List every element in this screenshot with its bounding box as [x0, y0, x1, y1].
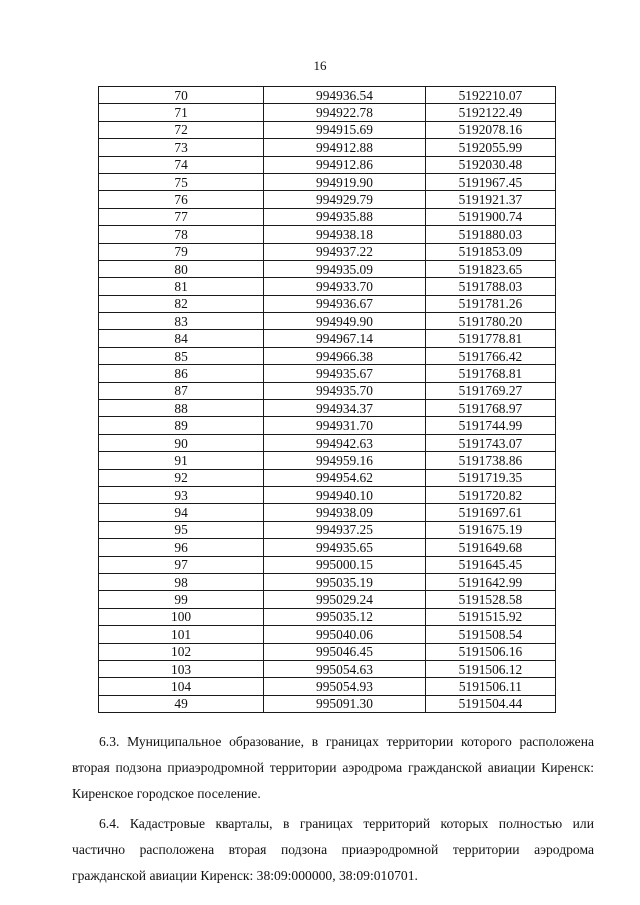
y-coordinate-cell: 5191645.45	[425, 556, 555, 573]
page-number: 16	[313, 58, 327, 73]
table-row	[99, 591, 556, 608]
point-number-cell: 95	[99, 521, 264, 538]
x-coordinate-cell: 994935.65	[264, 539, 426, 556]
table-row	[99, 260, 556, 277]
point-number-cell: 103	[99, 660, 264, 677]
y-coordinate-cell: 5191769.27	[425, 382, 555, 399]
y-coordinate-cell: 5192210.07	[425, 87, 555, 104]
y-coordinate-cell: 5191515.92	[425, 608, 555, 625]
y-coordinate-cell: 5191504.44	[425, 695, 555, 712]
body-text	[72, 729, 594, 893]
table-row	[99, 573, 556, 590]
x-coordinate-cell: 994935.70	[264, 382, 426, 399]
y-coordinate-cell: 5191720.82	[425, 486, 555, 503]
x-coordinate-cell: 994940.10	[264, 486, 426, 503]
y-coordinate-cell: 5191781.26	[425, 295, 555, 312]
table-row	[99, 104, 556, 121]
table-row	[99, 347, 556, 364]
y-coordinate-cell: 5191900.74	[425, 208, 555, 225]
y-coordinate-cell: 5191697.61	[425, 504, 555, 521]
table-row	[99, 330, 556, 347]
x-coordinate-cell: 994937.25	[264, 521, 426, 538]
y-coordinate-cell: 5191768.81	[425, 365, 555, 382]
point-number-cell: 86	[99, 365, 264, 382]
table-row	[99, 365, 556, 382]
point-number-cell: 80	[99, 260, 264, 277]
point-number-cell: 100	[99, 608, 264, 625]
x-coordinate-cell: 994936.67	[264, 295, 426, 312]
table-row	[99, 295, 556, 312]
table-row	[99, 608, 556, 625]
x-coordinate-cell: 994912.86	[264, 156, 426, 173]
table-row	[99, 208, 556, 225]
table-row	[99, 313, 556, 330]
table-row	[99, 156, 556, 173]
x-coordinate-cell: 994959.16	[264, 452, 426, 469]
x-coordinate-cell: 994935.88	[264, 208, 426, 225]
point-number-cell: 75	[99, 173, 264, 190]
y-coordinate-cell: 5191778.81	[425, 330, 555, 347]
point-number-cell: 70	[99, 87, 264, 104]
point-number-cell: 104	[99, 678, 264, 695]
x-coordinate-cell: 994931.70	[264, 417, 426, 434]
x-coordinate-cell: 994929.79	[264, 191, 426, 208]
point-number-cell: 89	[99, 417, 264, 434]
point-number-cell: 84	[99, 330, 264, 347]
table-row	[99, 278, 556, 295]
x-coordinate-cell: 994935.67	[264, 365, 426, 382]
table-row	[99, 486, 556, 503]
point-number-cell: 97	[99, 556, 264, 573]
x-coordinate-cell: 994935.09	[264, 260, 426, 277]
point-number-cell: 81	[99, 278, 264, 295]
point-number-cell: 88	[99, 400, 264, 417]
table-row	[99, 382, 556, 399]
y-coordinate-cell: 5192055.99	[425, 139, 555, 156]
table-row	[99, 660, 556, 677]
x-coordinate-cell: 994934.37	[264, 400, 426, 417]
y-coordinate-cell: 5191853.09	[425, 243, 555, 260]
point-number-cell: 76	[99, 191, 264, 208]
y-coordinate-cell: 5191649.68	[425, 539, 555, 556]
x-coordinate-cell: 994938.09	[264, 504, 426, 521]
x-coordinate-cell: 994922.78	[264, 104, 426, 121]
y-coordinate-cell: 5191508.54	[425, 626, 555, 643]
point-number-cell: 93	[99, 486, 264, 503]
y-coordinate-cell: 5192030.48	[425, 156, 555, 173]
y-coordinate-cell: 5191768.97	[425, 400, 555, 417]
x-coordinate-cell: 994936.54	[264, 87, 426, 104]
x-coordinate-cell: 995040.06	[264, 626, 426, 643]
table-row	[99, 417, 556, 434]
point-number-cell: 101	[99, 626, 264, 643]
point-number-cell: 90	[99, 434, 264, 451]
x-coordinate-cell: 994967.14	[264, 330, 426, 347]
table-row	[99, 539, 556, 556]
x-coordinate-cell: 995000.15	[264, 556, 426, 573]
x-coordinate-cell: 994966.38	[264, 347, 426, 364]
x-coordinate-cell: 994915.69	[264, 121, 426, 138]
point-number-cell: 102	[99, 643, 264, 660]
x-coordinate-cell: 995054.63	[264, 660, 426, 677]
table-row	[99, 521, 556, 538]
y-coordinate-cell: 5191743.07	[425, 434, 555, 451]
table-row	[99, 87, 556, 104]
paragraph-6-3: 6.3. Муниципальное образование, в границах территории которого расположена вторая подзона приаэродромной территории аэродрома гражданской авиации Киренск: Киренское городское поселение.	[72, 734, 594, 801]
paragraph-6-4: 6.4. Кадастровые кварталы, в границах территорий которых полностью или частично расположена вторая подзона приаэродромной территории аэродрома гражданской авиации Киренск: 38:09:000000, 38:09:010701.	[72, 816, 594, 883]
point-number-cell: 73	[99, 139, 264, 156]
point-number-cell: 87	[99, 382, 264, 399]
point-number-cell: 71	[99, 104, 264, 121]
x-coordinate-cell: 994933.70	[264, 278, 426, 295]
x-coordinate-cell: 994942.63	[264, 434, 426, 451]
y-coordinate-cell: 5191788.03	[425, 278, 555, 295]
x-coordinate-cell: 995091.30	[264, 695, 426, 712]
point-number-cell: 99	[99, 591, 264, 608]
x-coordinate-cell: 994937.22	[264, 243, 426, 260]
y-coordinate-cell: 5191780.20	[425, 313, 555, 330]
table-row	[99, 504, 556, 521]
point-number-cell: 91	[99, 452, 264, 469]
table-row	[99, 434, 556, 451]
table-row	[99, 643, 556, 660]
point-number-cell: 79	[99, 243, 264, 260]
table-row	[99, 243, 556, 260]
table-row	[99, 626, 556, 643]
y-coordinate-cell: 5191967.45	[425, 173, 555, 190]
table-row	[99, 191, 556, 208]
table-row	[99, 695, 556, 712]
x-coordinate-cell: 995054.93	[264, 678, 426, 695]
y-coordinate-cell: 5191675.19	[425, 521, 555, 538]
y-coordinate-cell: 5192122.49	[425, 104, 555, 121]
table-row	[99, 556, 556, 573]
y-coordinate-cell: 5191921.37	[425, 191, 555, 208]
y-coordinate-cell: 5191823.65	[425, 260, 555, 277]
y-coordinate-cell: 5191766.42	[425, 347, 555, 364]
table-row	[99, 452, 556, 469]
point-number-cell: 74	[99, 156, 264, 173]
x-coordinate-cell: 994912.88	[264, 139, 426, 156]
x-coordinate-cell: 995035.19	[264, 573, 426, 590]
table-row	[99, 400, 556, 417]
point-number-cell: 72	[99, 121, 264, 138]
x-coordinate-cell: 995046.45	[264, 643, 426, 660]
y-coordinate-cell: 5191738.86	[425, 452, 555, 469]
coordinates-table-body	[99, 87, 556, 713]
point-number-cell: 92	[99, 469, 264, 486]
x-coordinate-cell: 994949.90	[264, 313, 426, 330]
point-number-cell: 85	[99, 347, 264, 364]
y-coordinate-cell: 5191642.99	[425, 573, 555, 590]
x-coordinate-cell: 995029.24	[264, 591, 426, 608]
point-number-cell: 82	[99, 295, 264, 312]
table-row	[99, 226, 556, 243]
point-number-cell: 96	[99, 539, 264, 556]
table-row	[99, 121, 556, 138]
table-row	[99, 678, 556, 695]
y-coordinate-cell: 5191528.58	[425, 591, 555, 608]
point-number-cell: 98	[99, 573, 264, 590]
point-number-cell: 94	[99, 504, 264, 521]
y-coordinate-cell: 5191506.16	[425, 643, 555, 660]
y-coordinate-cell: 5191506.11	[425, 678, 555, 695]
coordinates-table	[98, 86, 556, 713]
x-coordinate-cell: 995035.12	[264, 608, 426, 625]
point-number-cell: 78	[99, 226, 264, 243]
table-row	[99, 469, 556, 486]
point-number-cell: 83	[99, 313, 264, 330]
x-coordinate-cell: 994954.62	[264, 469, 426, 486]
x-coordinate-cell: 994938.18	[264, 226, 426, 243]
y-coordinate-cell: 5191880.03	[425, 226, 555, 243]
y-coordinate-cell: 5191719.35	[425, 469, 555, 486]
table-row	[99, 139, 556, 156]
table-row	[99, 173, 556, 190]
x-coordinate-cell: 994919.90	[264, 173, 426, 190]
point-number-cell: 49	[99, 695, 264, 712]
y-coordinate-cell: 5191744.99	[425, 417, 555, 434]
y-coordinate-cell: 5191506.12	[425, 660, 555, 677]
point-number-cell: 77	[99, 208, 264, 225]
y-coordinate-cell: 5192078.16	[425, 121, 555, 138]
